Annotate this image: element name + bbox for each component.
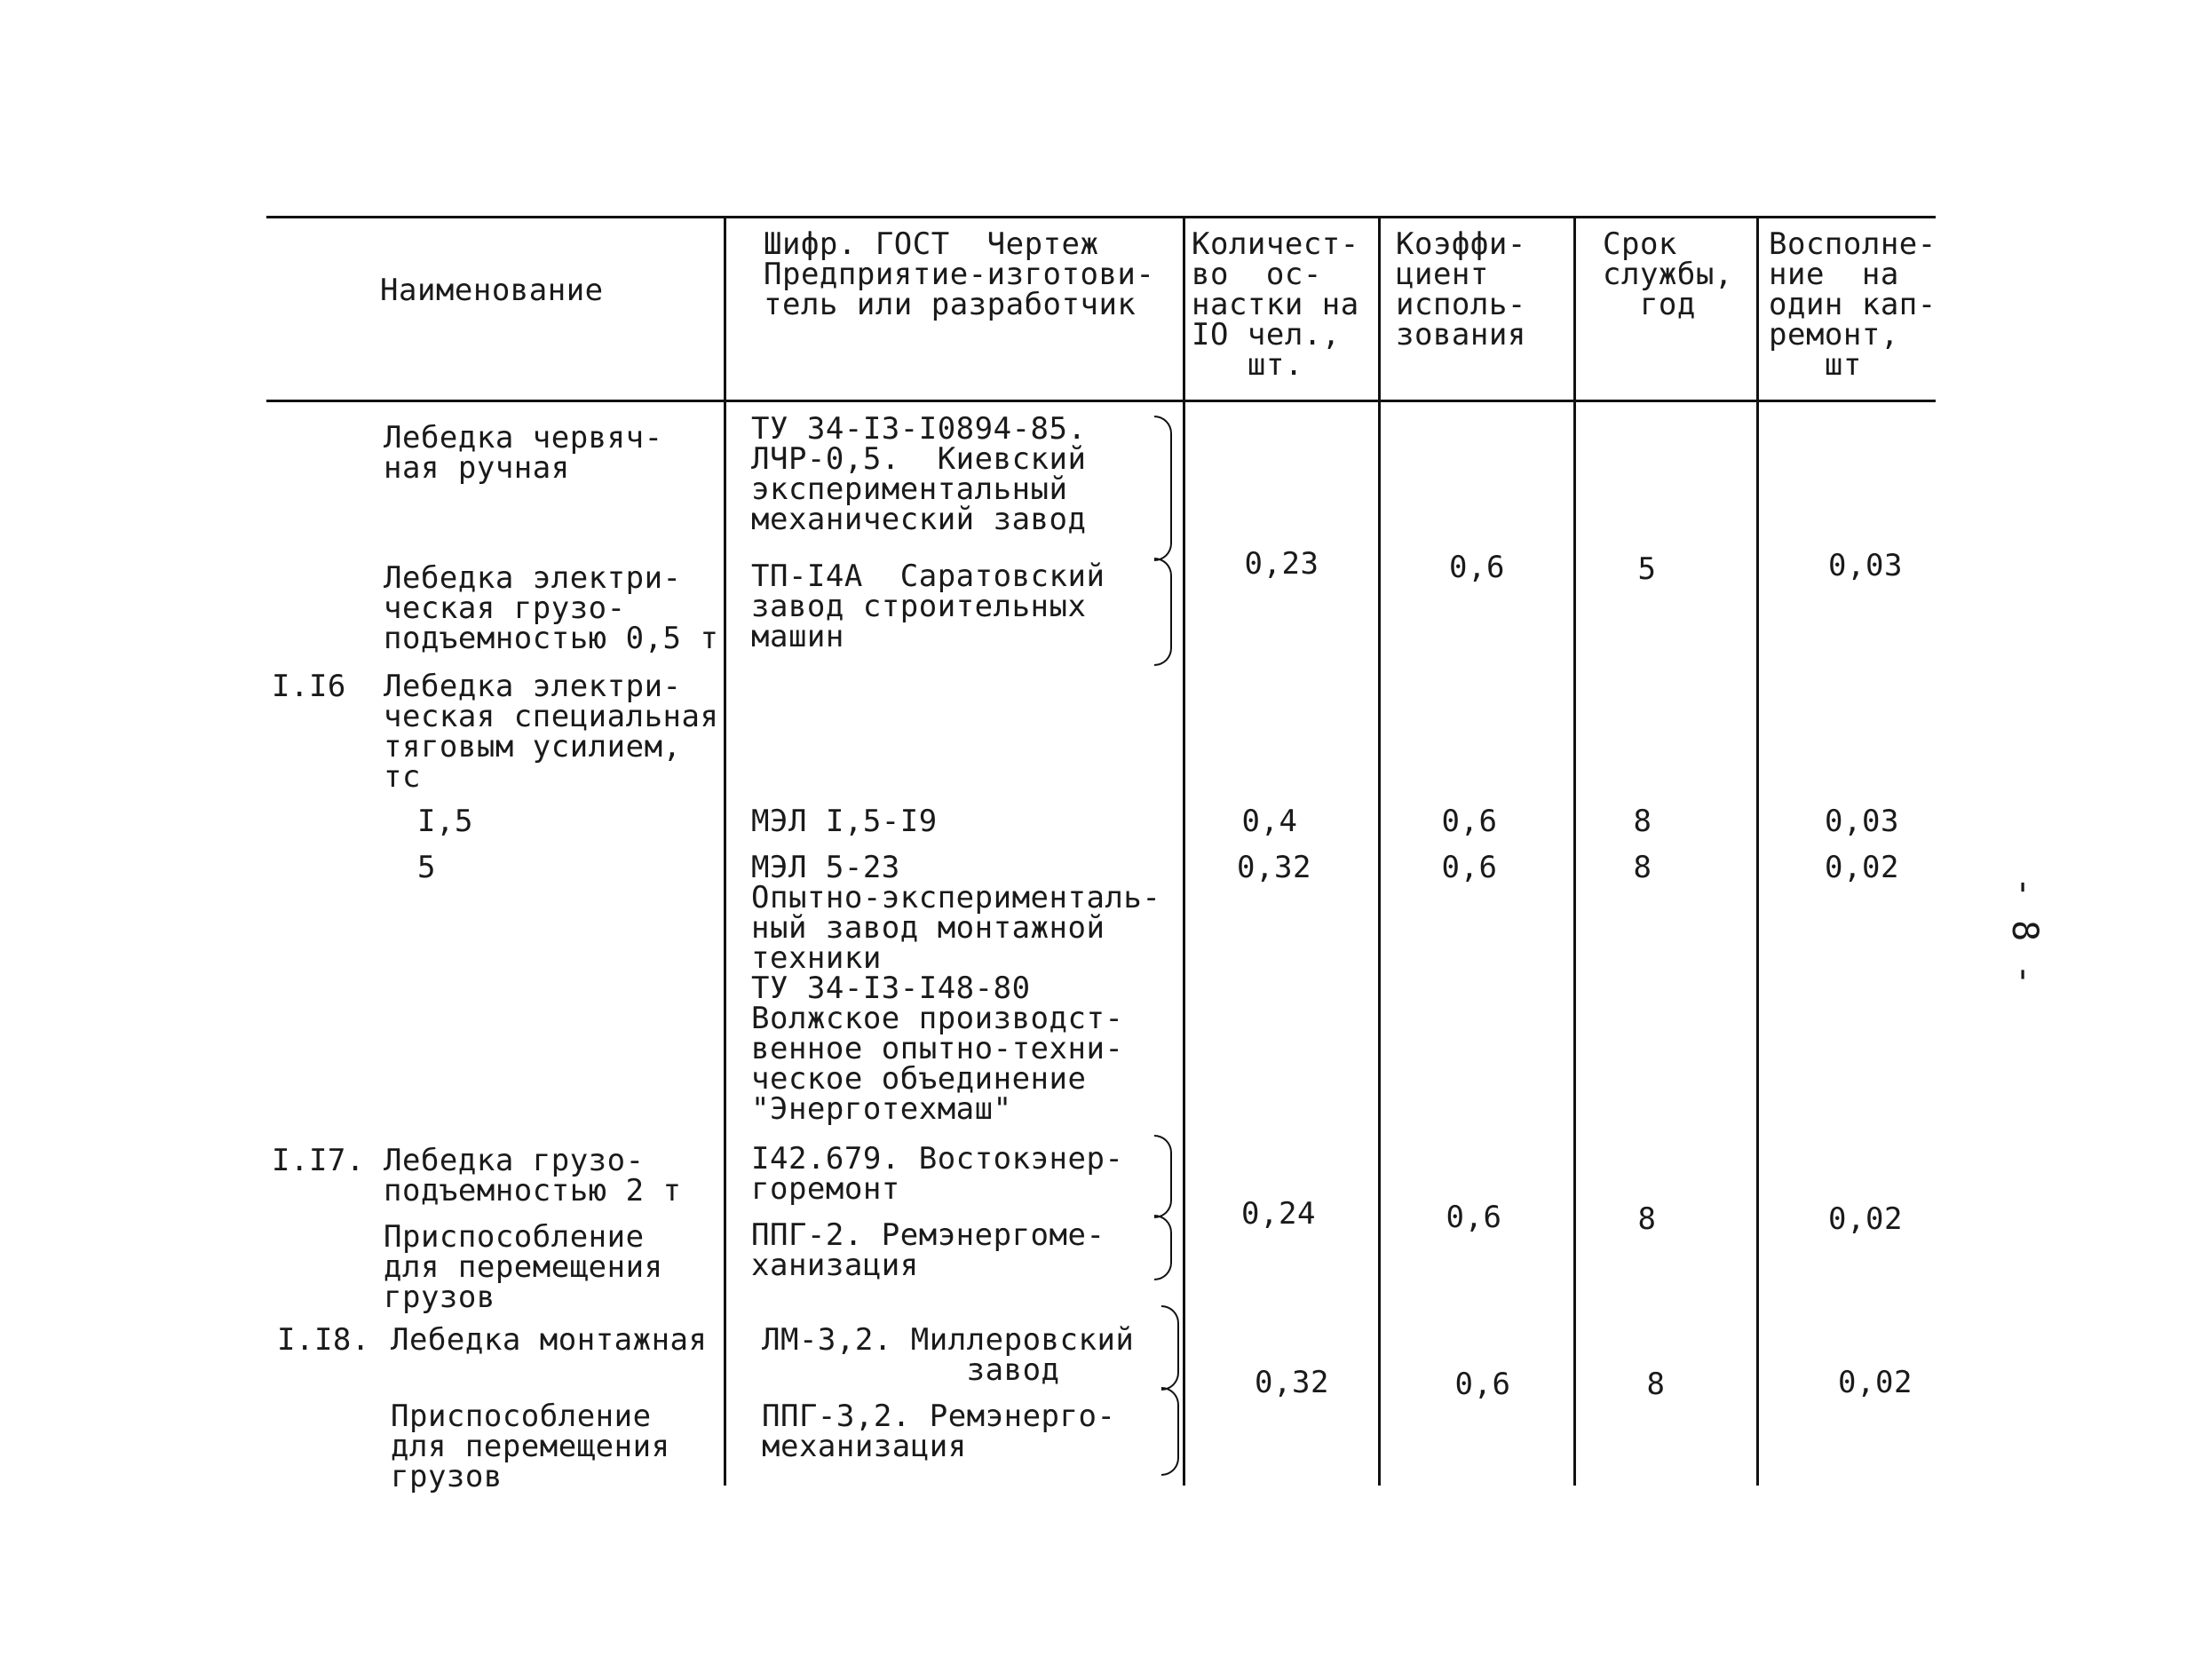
- group-service-life: 8: [1637, 1201, 1657, 1237]
- row-name: Приспособление для перемещения грузов: [391, 1399, 670, 1494]
- header-service-life: Срок службы, год: [1603, 226, 1733, 322]
- column-divider-1: [724, 216, 726, 1486]
- group-quantity: 0,32: [1237, 850, 1311, 885]
- header-code: Шифр. ГОСТ Чертеж Предприятие-изготови- тель или разработчик: [764, 226, 1155, 322]
- group-replenishment: 0,02: [1828, 1201, 1903, 1237]
- group-quantity: 0,23: [1244, 546, 1319, 582]
- group-service-life: 8: [1646, 1367, 1666, 1402]
- column-divider-2: [1183, 216, 1185, 1486]
- group-brace: [1154, 1215, 1172, 1280]
- group-service-life: 5: [1637, 551, 1657, 587]
- column-divider-3: [1378, 216, 1381, 1486]
- group-replenishment: 0,03: [1825, 804, 1899, 839]
- header-replenishment: Восполне- ние на один кап- ремонт, шт: [1769, 226, 1937, 383]
- group-coefficient: 0,6: [1446, 1200, 1502, 1235]
- group-brace: [1154, 1135, 1172, 1218]
- row-code: I42.679. Востокэнер- горемонт: [751, 1141, 1124, 1207]
- group-quantity: 0,32: [1255, 1365, 1329, 1400]
- header-bottom-rule: [266, 400, 1936, 402]
- group-coefficient: 0,6: [1454, 1367, 1511, 1402]
- group-coefficient: 0,6: [1449, 550, 1505, 585]
- group-brace: [1154, 416, 1172, 561]
- row-code: ТП-I4А Саратовский завод строительных машин: [751, 559, 1105, 654]
- group-coefficient: 0,6: [1441, 850, 1498, 885]
- group-replenishment: 0,03: [1828, 548, 1903, 583]
- row-code: ЛМ-3,2. Миллеровский завод: [762, 1322, 1135, 1388]
- row-name: 5: [417, 850, 436, 885]
- row-name: Лебедка монтажная: [391, 1322, 708, 1358]
- header-quantity: Количест- во ос- настки на IО чел., шт.: [1192, 226, 1359, 383]
- row-name: Лебедка червяч- ная ручная: [384, 420, 663, 486]
- row-name: Лебедка грузо- подъемностью 2 т: [384, 1143, 682, 1208]
- group-replenishment: 0,02: [1825, 850, 1899, 885]
- row-name: I,5: [417, 804, 473, 839]
- group-replenishment: 0,02: [1838, 1365, 1913, 1400]
- row-name: Лебедка электри- ческая грузо- подъемностью 0,5 т: [384, 560, 719, 656]
- header-coefficient: Коэффи- циент исполь- зования: [1396, 226, 1526, 353]
- column-divider-5: [1756, 216, 1759, 1486]
- table-top-rule: [266, 216, 1936, 218]
- group-quantity: 0,24: [1241, 1196, 1316, 1232]
- row-code: ТУ 34-I3-I0894-85. ЛЧР-0,5. Киевский экспериментальный механический завод: [751, 411, 1087, 537]
- row-code: ППГ-2. Ремэнергоме- ханизация: [751, 1217, 1105, 1283]
- group-quantity: 0,4: [1241, 804, 1298, 839]
- group-service-life: 8: [1633, 804, 1652, 839]
- row-code: ППГ-3,2. Ремэнерго- механизация: [762, 1399, 1116, 1464]
- column-divider-4: [1573, 216, 1576, 1486]
- row-number: I.I8.: [277, 1322, 370, 1358]
- row-number: I.I7.: [272, 1143, 365, 1178]
- group-brace: [1161, 1387, 1179, 1476]
- row-number: I.I6: [272, 669, 346, 704]
- group-coefficient: 0,6: [1441, 804, 1498, 839]
- row-name: Приспособление для перемещения грузов: [384, 1219, 663, 1315]
- group-service-life: 8: [1633, 850, 1652, 885]
- group-brace: [1161, 1305, 1179, 1391]
- header-name: Наименование: [380, 273, 604, 308]
- group-brace: [1154, 558, 1172, 666]
- row-code: МЭЛ I,5-I9: [751, 804, 938, 839]
- page-number: - 8 -: [2004, 876, 2045, 986]
- row-code: МЭЛ 5-23 Опытно-эксперименталь- ный завод монтажной техники ТУ 34-I3-I48-80 Волжское производст- венное опытно-техни- ческое объединение "Энерготехмаш": [751, 850, 1161, 1127]
- row-name: Лебедка электри- ческая специальная тяговым усилием, тс: [384, 669, 719, 795]
